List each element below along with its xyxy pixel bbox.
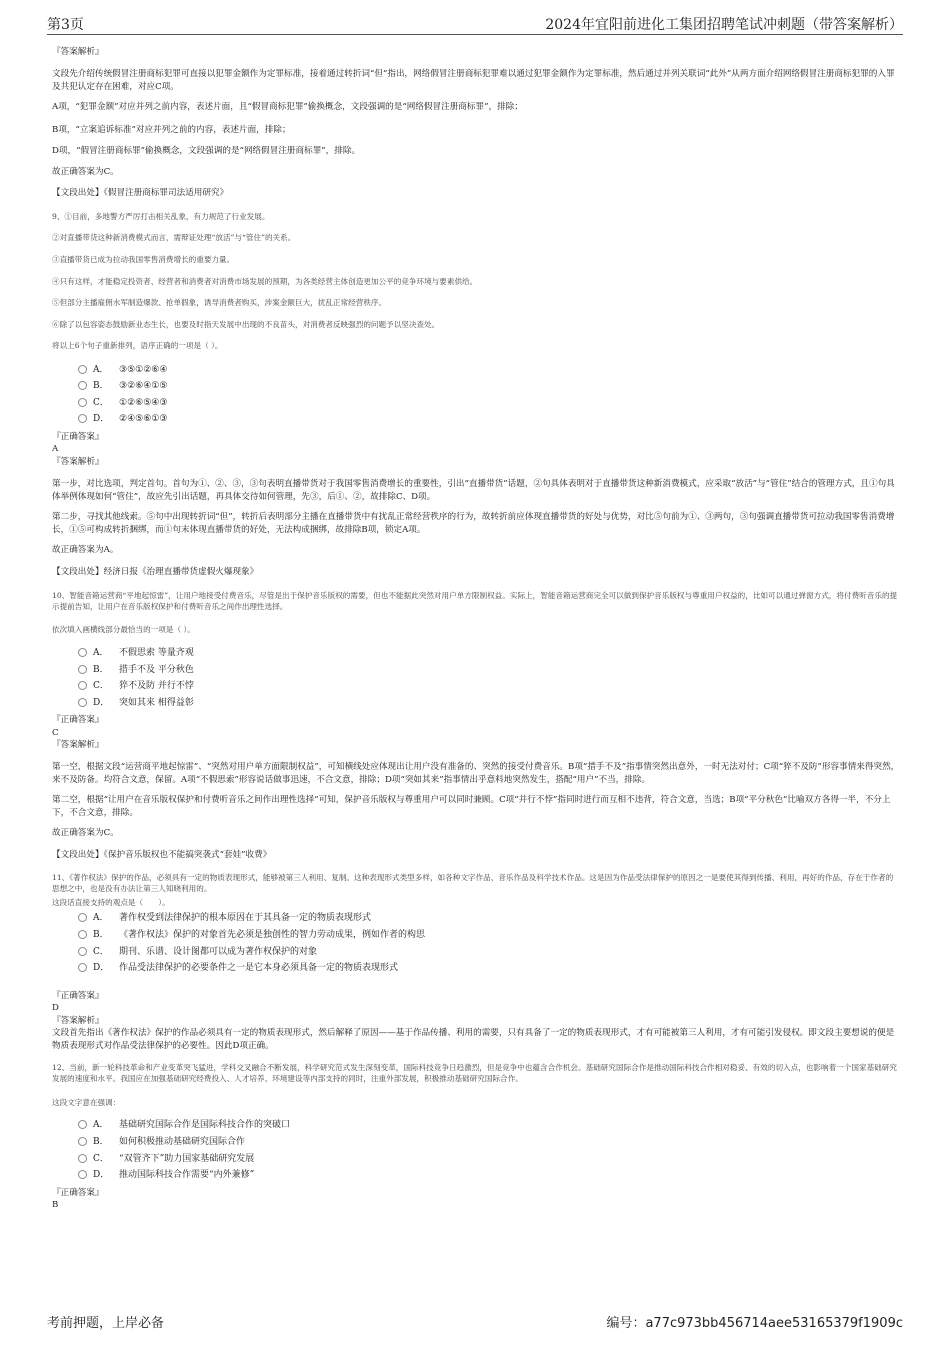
q8-conclusion: 故正确答案为C。 [52,167,119,177]
page-number: 第3页 [47,17,84,33]
q10-option-a[interactable]: A． 不假思索 等量齐观 [78,647,194,659]
q8-source: 【文段出处】《假冒注册商标罪司法适用研究》 [52,188,229,198]
radio-icon[interactable] [78,681,87,690]
q10-step1: 第一空，根据文段“运营商平地起惊雷”、“突然对用户单方面限制权益”，可知横线处应体现出让用户没有准备的、突然的接受付费音乐。B项“措手不及”指事情突然出意外，一时无法对付；C项“猝不及防”形容事情来得突然，来不及防备。均符合文意，保留。A项“不假思索”形容说话做事迅速，不合文意，排除；D项“突如其来”指事情出乎意料地突然发生，搭配“用户”不当，排除。 [52,762,900,785]
q9-option-a[interactable]: A． ③⑤①②⑥④ [78,364,167,376]
q8-option-a-note: A项，“犯罪金额”对应并列之前内容，表述片面，且“假冒商标犯罪”偷换概念，文段强调的是“网络假冒注册商标罪”，排除； [52,102,523,112]
q9-conclusion: 故正确答案为A。 [52,545,119,555]
q11-option-d[interactable]: D． 作品受法律保护的必要条件之一是它本身必须具备一定的物质表现形式 [78,962,398,974]
q9-sentence-5: ⑤但部分主播雇佣水军制造爆款、抢单假象，诱导消费者购买，涉案金额巨大，扰乱正常经营秩序。 [52,298,387,307]
q11-answer-title: 『正确答案』 [52,991,104,1001]
radio-icon[interactable] [78,1154,87,1163]
q8-analysis: 文段先介绍传统假冒注册商标犯罪可直接以犯罪金额作为定罪标准，接着通过转折词“但”指出，网络假冒注册商标犯罪难以通过犯罪金额作为定罪标准，然后通过并列关联词“此外”从两方面介绍网络假冒注册商标犯罪的入罪及共犯认定存在困难，对应C项。 [52,69,895,92]
q11-stem: 11、《著作权法》保护的作品，必须具有一定的物质表现形式，能够被第三人利用、复制。这种表现形式类型多样，如各种文字作品、音乐作品及科学技术作品。这是因为作品受法律保护的原因之一是要使其得到传播、利用，再好的作品，存在于作者的思想之中，也是没有办法让第三人知晓利用的。 [52,873,894,893]
q8-option-b-note: B项，“立案追诉标准”对应并列之前的内容，表述片面，排除； [52,125,291,135]
radio-icon[interactable] [78,698,87,707]
q8-option-d-note: D项，“假冒注册商标罪”偷换概念，文段强调的是“网络假冒注册商标罪”，排除。 [52,146,361,156]
footer-slogan: 考前押题，上岸必备 [47,1316,165,1331]
q12-option-b[interactable]: B． 如何积极推动基础研究国际合作 [78,1136,245,1148]
q9-option-c[interactable]: C． ①②⑥⑤④③ [78,397,167,409]
q11-option-a[interactable]: A． 著作权受到法律保护的根本原因在于其具备一定的物质表现形式 [78,912,371,924]
q10-option-c[interactable]: C． 猝不及防 并行不悖 [78,680,194,692]
radio-icon[interactable] [78,398,87,407]
document-code: 编号：a77c973bb456714aee53165379f1909c [606,1316,903,1331]
q10-answer-title: 『正确答案』 [52,715,104,725]
radio-icon[interactable] [78,913,87,922]
radio-icon[interactable] [78,648,87,657]
radio-icon[interactable] [78,414,87,423]
q8-analysis-title: 『答案解析』 [52,47,104,57]
q12-answer: B [52,1200,59,1210]
q11-option-b[interactable]: B． 《著作权法》保护的对象首先必须是独创性的智力劳动成果，例如作者的构思 [78,929,425,941]
q9-step1: 第一步，对比选项，判定首句。首句为①、②、③，③句表明直播带货对于我国零售消费增长的重要性，引出“直播带货”话题，②句具体表明对于直播带货这种新消费模式，应采取“放活”与“管住”结合的管理方式，且①句具体举例体现如何“管住”，故应先引出话题，再具体交待如何管理，先③，后①、②，故排除C、D项。 [52,479,895,502]
radio-icon[interactable] [78,1120,87,1129]
q10-analysis-title: 『答案解析』 [52,740,104,750]
radio-icon[interactable] [78,1137,87,1146]
q10-step2: 第二空，根据“让用户在音乐版权保护和付费听音乐之间作出理性选择”可知，保护音乐版权与尊重用户可以同时兼顾。C项“并行不悖”指同时进行而互相不违背，符合文意，当选；B项“平分秋色”比喻双方各得一半，不分上下，不合文意，排除。 [52,795,891,818]
q10-prompt: 依次填入画横线部分最恰当的一项是（ ）。 [52,625,195,634]
q11-analysis: 文段首先指出《著作权法》保护的作品必须具有一定的物质表现形式，然后解释了原因——基于作品传播、利用的需要，只有具备了一定的物质表现形式，才有可能被第三人利用，才有可能引发侵权。即文段主要想说的便是物质表现形式对作品受法律保护的必要性。因此D项正确。 [52,1028,895,1051]
q11-answer: D [52,1003,59,1013]
q9-option-d[interactable]: D． ②④⑤⑥①③ [78,413,167,425]
q9-step2: 第二步，寻找其他线索。⑤句中出现转折词“但”，转折后表明部分主播在直播带货中有扰乱正常经营秩序的行为，故转折前应体现直播带货的好处与优势，对比⑤句前为①、③两句，③句强调直播带货可拉动我国零售消费增长，①⑤可构成转折捆绑，而①句末体现直播带货的好处，无法构成捆绑，故排除B项，锁定A项。 [52,512,895,535]
document-title: 2024年宜阳前进化工集团招聘笔试冲刺题（带答案解析） [545,17,903,33]
q9-analysis-title: 『答案解析』 [52,457,104,467]
radio-icon[interactable] [78,963,87,972]
q9-answer-title: 『正确答案』 [52,432,104,442]
radio-icon[interactable] [78,665,87,674]
q12-prompt: 这段文字意在强调： [52,1098,121,1107]
q12-answer-title: 『正确答案』 [52,1188,104,1198]
q9-prompt: 将以上6个句子重新排列，语序正确的一项是（ ）。 [52,341,223,350]
page-header [47,12,903,35]
q12-option-c[interactable]: C． “双管齐下”助力国家基础研究发展 [78,1153,254,1165]
q12-option-a[interactable]: A． 基础研究国际合作是国际科技合作的突破口 [78,1119,290,1131]
q12-stem: 12、当前，新一轮科技革命和产业变革突飞猛进，学科交叉融合不断发展，科学研究范式发生深刻变革，国际科技竞争日趋激烈，但是竞争中也蕴含合作机会。基础研究国际合作是推动国际科技合作相对稳妥、有效的切入点，也影响着一个国家基础研究发展的速度和水平。我国应在加强基础研究经费投入、人才培养、环境建设等内部支持的同时，注重外部发展，积极推动基础研究国际合作。 [52,1063,897,1083]
radio-icon[interactable] [78,930,87,939]
q9-sentence-6: ⑥除了以包容姿态鼓励新业态生长，也要及时指天发展中出现的不良苗头，对消费者反映强烈的问题予以坚决查处。 [52,320,440,329]
q10-stem: 10、智能音箱运营商“平地起惊雷”，让用户地接受付费音乐，尽管是出于保护音乐版权的需要，但也不能据此突然对用户单方限制权益。实际上，智能音箱运营商完全可以做到保护音乐版权与尊重用户权益的，比如可以通过弹窗方式，将付费听音乐的提示提前告知，让用户在音乐版权保护和付费听音乐之间作出理性选择。 [52,591,898,611]
q9-source: 【文段出处】经济日报《治理直播带货虚假火爆现象》 [52,567,259,577]
q11-option-c[interactable]: C． 期刊、乐谱、设计图都可以成为著作权保护的对象 [78,946,317,958]
q9-sentence-4: ④只有这样，才能稳定投资者、经营者和消费者对消费市场发展的预期，为各类经营主体创造更加公平的竞争环境与要素供给。 [52,277,478,286]
q9-sentence-2: ②对直播带货这种新消费模式而言，需辩证处理“放活”与“管住”的关系。 [52,233,296,242]
q11-prompt: 这段话直接支持的观点是（ ）。 [52,898,170,907]
q10-answer: C [52,728,59,738]
q9-sentence-3: ③直播带货已成为拉动我国零售消费增长的重要力量。 [52,255,235,264]
q11-analysis-title: 『答案解析』 [52,1016,104,1026]
radio-icon[interactable] [78,365,87,374]
q9-stem: 9、①目前，多地警方严厉打击相关乱象，有力规范了行业发展。 [52,212,270,221]
radio-icon[interactable] [78,947,87,956]
radio-icon[interactable] [78,381,87,390]
q9-answer: A [52,444,59,454]
q10-source: 【文段出处】《保护音乐版权也不能搞突袭式“套娃”收费》 [52,850,272,860]
q10-option-d[interactable]: D． 突如其来 相得益彰 [78,697,194,709]
radio-icon[interactable] [78,1170,87,1179]
q9-option-b[interactable]: B． ③②⑥④①⑤ [78,380,167,392]
q10-option-b[interactable]: B． 措手不及 平分秋色 [78,664,194,676]
q10-conclusion: 故正确答案为C。 [52,828,119,838]
q12-option-d[interactable]: D． 推动国际科技合作需要“内外兼修” [78,1169,254,1181]
